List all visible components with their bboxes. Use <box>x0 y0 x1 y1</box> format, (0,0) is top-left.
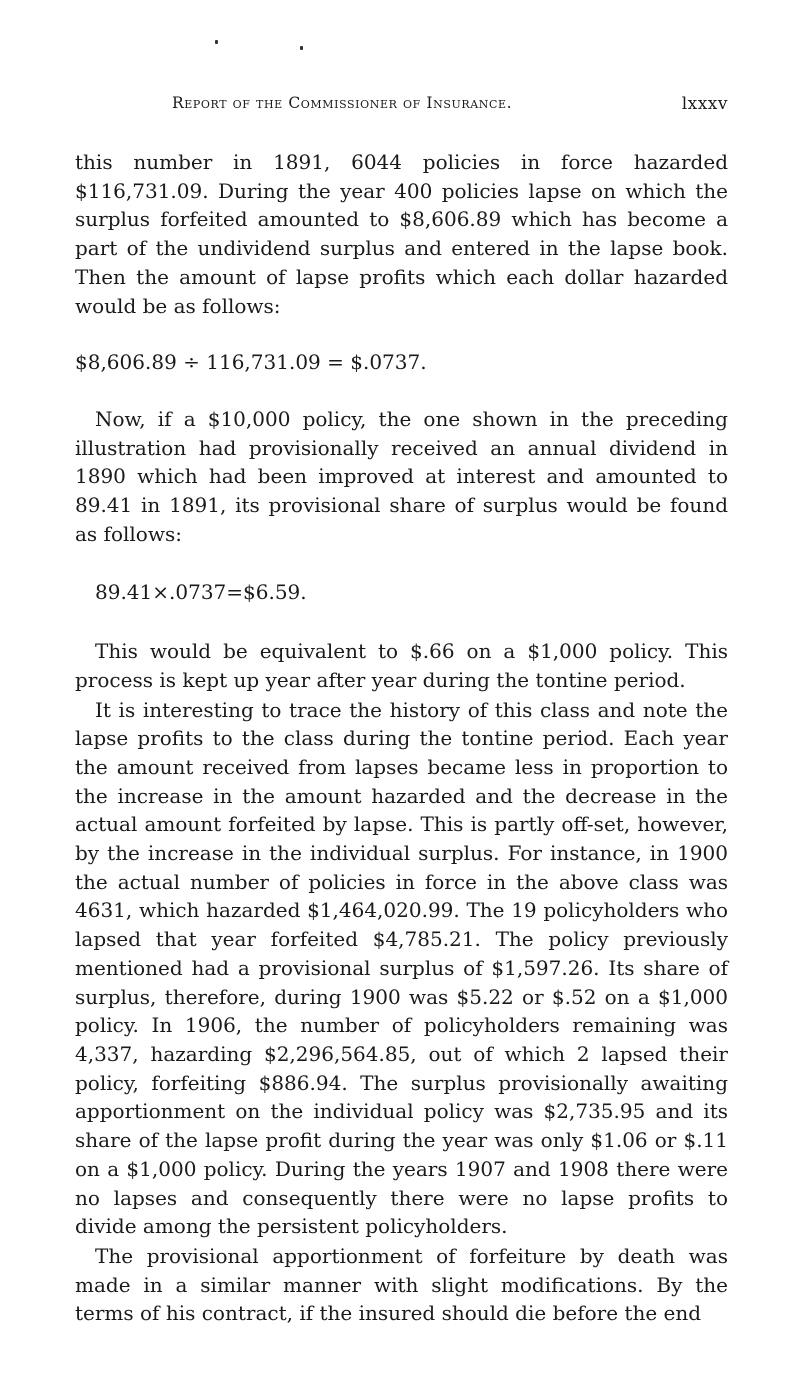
page-number: lxxxv <box>681 94 728 114</box>
paragraph: This would be equivalent to $.66 on a $1,000 policy. This process is kept up year after year during the tontine period. <box>75 639 728 692</box>
running-header <box>172 94 728 118</box>
formula-share-of-surplus: 89.41×.0737=$6.59. <box>95 580 307 605</box>
paragraph: It is interesting to trace the history of this class and note the lapse profits to the class during the tontine period. Each year the amount received from lapses became less in proportion to the increase in the amount hazarded and the decrease in the actual amount forfeited by lapse. This is partly off-set, however, by the increase in the individual surplus. For instance, in 1900 the actual number of policies in force in the above class was 4631, which hazarded $1,464,020.99. The 19 policyholders who lapsed that year forfeited $4,785.21. The policy previously mentioned had a provisional surplus of $1,597.26. Its share of surplus, therefore, during 1900 was $5.22 or $.52 on a $1,000 policy. In 1906, the number of policyholders remaining was 4,337, hazarding $2,296,564.85, out of which 2 lapsed their policy, forfeiting $886.94. The surplus provisionally awaiting apportionment on the individual policy was $2,735.95 and its share of the lapse profit during the year was only $1.06 or $.11 on a $1,000 policy. During the years 1907 and 1908 there were no lapses and consequently there were no lapse profits to divide among the persistent policyholders. <box>75 697 728 1239</box>
paragraph: this number in 1891, 6044 policies in force hazarded $116,731.09. During the year 400 policies lapse on which the surplus forfeited amounted to $8,606.89 which has become a part of the undividend surplus and entered in the lapse book. Then the amount of lapse profits which each dollar hazarded would be as follows: <box>75 150 728 318</box>
body-text <box>75 148 728 1328</box>
print-speck <box>300 46 303 50</box>
formula-lapse-rate: $8,606.89 ÷ 116,731.09 = $.0737. <box>75 350 427 375</box>
print-speck <box>215 40 218 44</box>
paragraph: Now, if a $10,000 policy, the one shown in the preceding illustration had provisionally received an annual dividend in 1890 which had been improved at interest and amounted to 89.41 in 1891, its provisional share of surplus would be found as follows: <box>75 406 728 546</box>
running-header-title: Report of the Commissioner of Insurance. <box>172 94 513 112</box>
paragraph: The provisional apportionment of forfeiture by death was made in a similar manner with slight modifications. By the terms of his contract, if the insured should die before the end <box>75 1243 728 1326</box>
